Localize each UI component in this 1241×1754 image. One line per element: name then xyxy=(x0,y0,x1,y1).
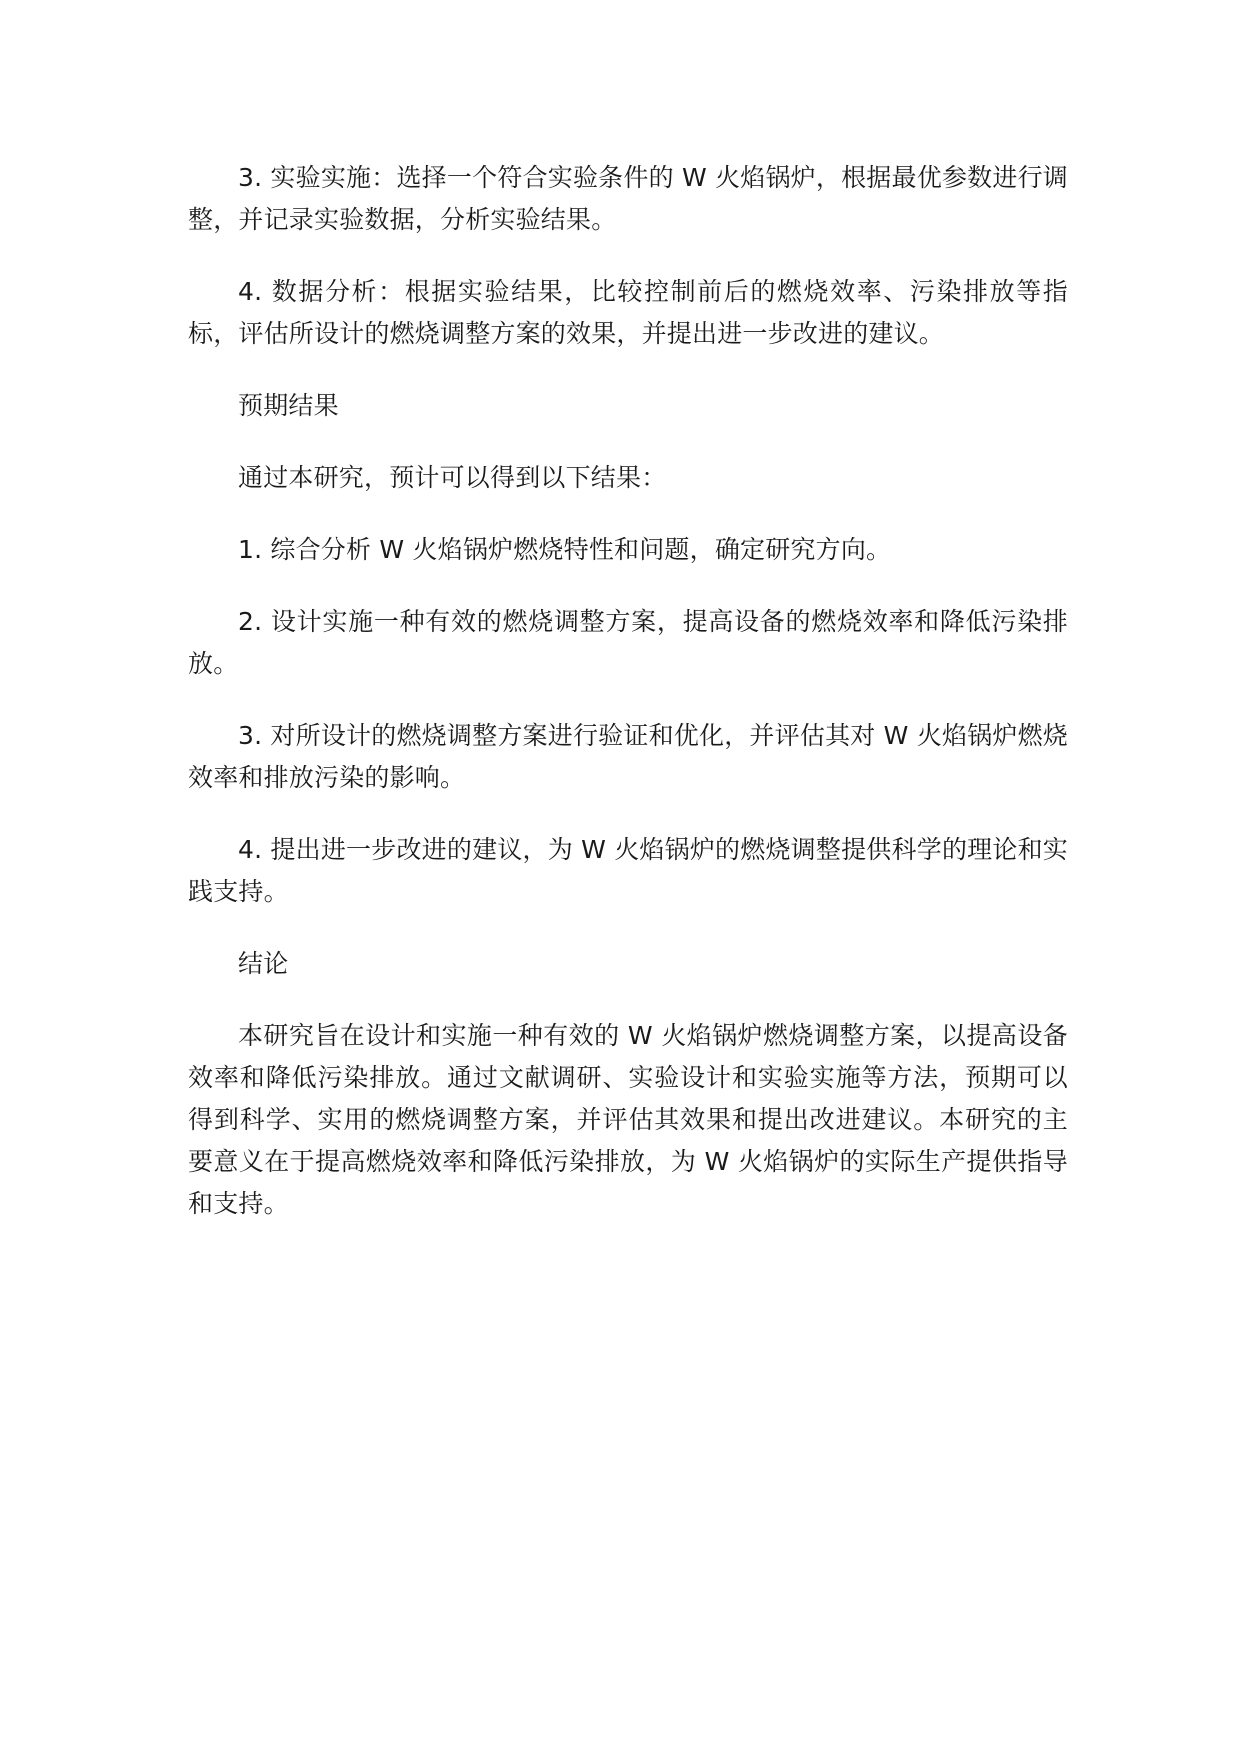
paragraph-conclusion: 本研究旨在设计和实施一种有效的 W 火焰锅炉燃烧调整方案，以提高设备效率和降低污染排放。通过文献调研、实验设计和实验实施等方法，预期可以得到科学、实用的燃烧调整方案，并评估其效果和提出改进建议。本研究的主要意义在于提高燃烧效率和降低污染排放，为 W 火焰锅炉的实际生产提供指导和支持。 xyxy=(188,1021,1068,1218)
paragraph-result-1: 1. 综合分析 W 火焰锅炉燃烧特性和问题，确定研究方向。 xyxy=(238,535,892,564)
paragraph-step-4-analysis: 4. 数据分析：根据实验结果，比较控制前后的燃烧效率、污染排放等指标，评估所设计的燃烧调整方案的效果，并提出进一步改进的建议。 xyxy=(188,277,1068,348)
section-heading-conclusion: 结论 xyxy=(238,949,289,978)
document-body xyxy=(188,157,1068,1255)
paragraph-results-intro: 通过本研究，预计可以得到以下结果： xyxy=(238,463,667,492)
paragraph-step-3-implementation: 3. 实验实施：选择一个符合实验条件的 W 火焰锅炉，根据最优参数进行调整，并记录实验数据，分析实验结果。 xyxy=(188,163,1068,234)
section-heading-expected-results: 预期结果 xyxy=(238,391,339,420)
paragraph-result-2: 2. 设计实施一种有效的燃烧调整方案，提高设备的燃烧效率和降低污染排放。 xyxy=(188,607,1068,678)
paragraph-result-3: 3. 对所设计的燃烧调整方案进行验证和优化，并评估其对 W 火焰锅炉燃烧效率和排放污染的影响。 xyxy=(188,721,1068,792)
paragraph-result-4: 4. 提出进一步改进的建议，为 W 火焰锅炉的燃烧调整提供科学的理论和实践支持。 xyxy=(188,835,1068,906)
